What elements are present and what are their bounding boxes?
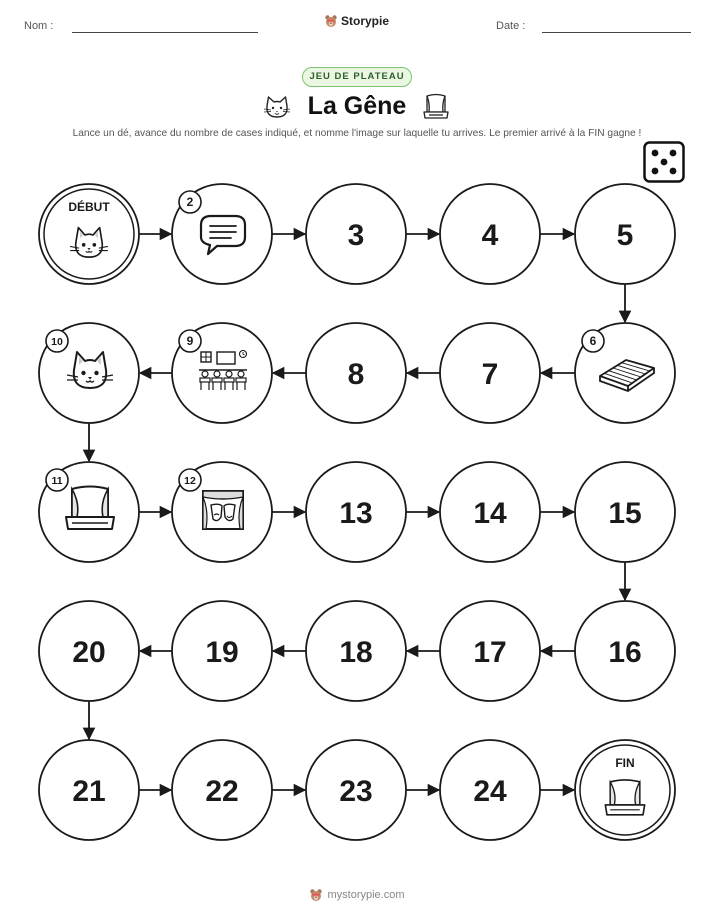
board-space-10[interactable]: [39, 323, 139, 423]
board-space-17[interactable]: [440, 601, 540, 701]
space-number: 5: [616, 219, 634, 252]
space-number: 15: [608, 497, 642, 530]
page-title: La Gêne: [307, 92, 407, 120]
space-number: 3: [347, 219, 365, 252]
board-space-2[interactable]: [172, 184, 272, 284]
finish-space[interactable]: [575, 740, 675, 840]
name-label: Nom :: [24, 20, 54, 32]
board-space-21[interactable]: [39, 740, 139, 840]
space-number: 18: [339, 636, 373, 669]
board-space-16[interactable]: [575, 601, 675, 701]
space-number-badge: 10: [51, 336, 63, 349]
space-number: 21: [72, 775, 106, 808]
bear-logo-icon: [309, 888, 323, 902]
board-space-6[interactable]: [575, 323, 675, 423]
date-label: Date :: [496, 20, 526, 32]
space-number: 17: [473, 636, 507, 669]
board-space-12[interactable]: [172, 462, 272, 562]
start-space[interactable]: [39, 184, 139, 284]
board-space-22[interactable]: [172, 740, 272, 840]
finish-label: FIN: [615, 756, 635, 770]
footer-url[interactable]: mystorypie.com: [327, 889, 405, 901]
space-number: 22: [205, 775, 239, 808]
board-space-14[interactable]: [440, 462, 540, 562]
footer: [0, 888, 714, 902]
space-number: 14: [473, 497, 507, 530]
space-number: 20: [72, 636, 106, 669]
board-space-15[interactable]: [575, 462, 675, 562]
board-space-23[interactable]: [306, 740, 406, 840]
space-number: 13: [339, 497, 373, 530]
board-space-5[interactable]: [575, 184, 675, 284]
board-space-3[interactable]: [306, 184, 406, 284]
board-space-18[interactable]: [306, 601, 406, 701]
space-number-badge: 12: [184, 475, 196, 488]
space-number: 7: [481, 358, 499, 391]
space-number: 8: [347, 358, 365, 391]
board-space-4[interactable]: [440, 184, 540, 284]
board-space-20[interactable]: [39, 601, 139, 701]
theater-masks-icon: [203, 491, 243, 529]
space-number: 24: [473, 775, 507, 808]
stage-icon: [605, 780, 644, 815]
board-space-24[interactable]: [440, 740, 540, 840]
space-number: 16: [608, 636, 642, 669]
brand-name: Storypie: [341, 14, 390, 28]
space-number: 19: [205, 636, 239, 669]
board-space-19[interactable]: [172, 601, 272, 701]
board-space-8[interactable]: [306, 323, 406, 423]
space-number-badge: 6: [589, 334, 597, 349]
stage-icon: [66, 487, 114, 530]
board-space-9[interactable]: [172, 323, 272, 423]
space-number: 4: [481, 219, 499, 252]
space-number: 23: [339, 775, 373, 808]
start-label: DÉBUT: [68, 200, 110, 214]
space-number-badge: 11: [51, 475, 63, 488]
board-space-7[interactable]: [440, 323, 540, 423]
board-space-13[interactable]: [306, 462, 406, 562]
instructions-text: Lance un dé, avance du nombre de cases indiqué, et nomme l'image sur laquelle tu arrives. Le premier arrivé à la FIN gagne !: [72, 128, 642, 139]
board-space-11[interactable]: [39, 462, 139, 562]
space-number-badge: 2: [186, 195, 194, 210]
game-type-badge: JEU DE PLATEAU: [302, 67, 412, 87]
space-number-badge: 9: [186, 334, 194, 349]
